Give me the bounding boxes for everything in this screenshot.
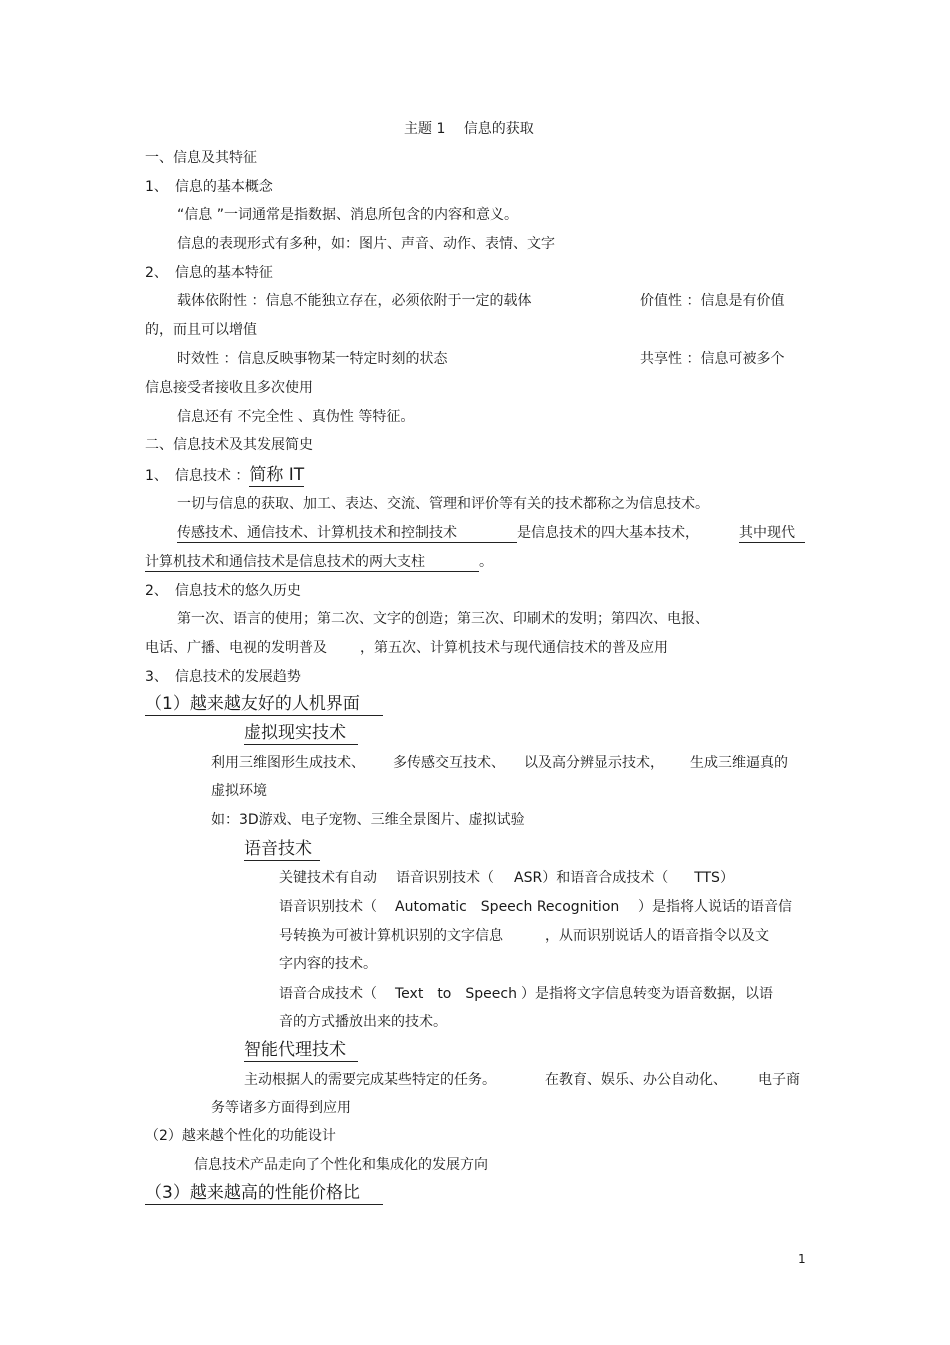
paragraph-concept-1: “信息 ”一词通常是指数据、消息所包含的内容和意义。 xyxy=(177,207,518,223)
feature-value-cont: 的，而且可以增值 xyxy=(145,322,257,338)
feature-sharing: 共享性 ：信息可被多个 xyxy=(640,351,785,367)
paragraph-concept-2: 信息的表现形式有多种，如：图片、声音、动作、表情、文字 xyxy=(177,236,555,252)
it-abbreviation: 简称 IT xyxy=(249,465,305,485)
paragraph-four-techs xyxy=(177,524,699,543)
speech-line-5: 语音合成技术（ Text to Speech ）是指将文字信息转变为语音数据，以语 xyxy=(279,986,773,1002)
four-techs-text: 是信息技术的四大基本技术， xyxy=(517,525,699,541)
feature-carrier: 载体依附性 ：信息不能独立存在，必须依附于一定的载体 xyxy=(177,293,532,309)
paragraph-it-definition: 一切与信息的获取、加工、表达、交流、管理和评价等有关的技术都称之为信息技术。 xyxy=(177,496,709,512)
vr-examples: 如：3D游戏、电子宠物、三维全景图片、虚拟试验 xyxy=(211,812,525,828)
agent-heading: 智能代理技术 xyxy=(244,1039,358,1062)
subsection-heading-1-2: 2、 信息的基本特征 xyxy=(145,265,273,281)
subsection-heading-2-1 xyxy=(145,464,304,486)
section-heading-1: 一、信息及其特征 xyxy=(145,150,257,166)
vr-line-2: 虚拟环境 xyxy=(211,783,267,799)
subsection-heading-1-1: 1、 信息的基本概念 xyxy=(145,179,273,195)
speech-line-3: 号转换为可被计算机识别的文字信息 ，从而识别说话人的语音指令以及文 xyxy=(279,928,769,944)
speech-line-2: 语音识别技术（ Automatic Speech Recognition ）是指将人说话的语音信 xyxy=(279,899,792,915)
trend-2-text: 信息技术产品走向了个性化和集成化的发展方向 xyxy=(194,1157,488,1173)
history-line-1: 第一次、语言的使用；第二次、文字的创造；第三次、印刷术的发明；第四次、电报、 xyxy=(177,611,709,627)
agent-line-1: 主动根据人的需要完成某些特定的任务。 在教育、娱乐、办公自动化、 电子商 xyxy=(244,1072,800,1088)
subsection-heading-2-3: 3、 信息技术的发展趋势 xyxy=(145,669,301,685)
feature-timeliness: 时效性 ：信息反映事物某一特定时刻的状态 xyxy=(177,351,448,367)
four-techs-underlined: 传感技术、通信技术、计算机技术和控制技术 xyxy=(177,524,517,543)
two-pillars-underlined: 计算机技术和通信技术是信息技术的两大支柱 xyxy=(145,553,479,572)
speech-line-4: 字内容的技术。 xyxy=(279,956,377,972)
feature-other: 信息还有 不完全性 、真伪性 等特征。 xyxy=(177,409,415,425)
it-label: 1、 信息技术 ： xyxy=(145,468,250,484)
speech-line-6: 音的方式播放出来的技术。 xyxy=(279,1014,447,1030)
paragraph-two-pillars: 计算机技术和通信技术是信息技术的两大支柱 。 xyxy=(145,554,493,570)
vr-heading: 虚拟现实技术 xyxy=(244,722,358,745)
vr-line-1: 利用三维图形生成技术、 多传感交互技术、 以及高分辨显示技术， 生成三维逼真的 xyxy=(211,755,788,771)
page-number: 1 xyxy=(798,1252,806,1266)
page-title: 主题 1 信息的获取 xyxy=(404,121,534,137)
paragraph-two-pillars-start: 其中现代 xyxy=(739,524,805,543)
history-line-2: 电话、广播、电视的发明普及 ，第五次、计算机技术与现代通信技术的普及应用 xyxy=(145,640,668,656)
feature-sharing-cont: 信息接受者接收且多次使用 xyxy=(145,380,313,396)
trend-2-heading: （2）越来越个性化的功能设计 xyxy=(145,1128,336,1144)
speech-line-1: 关键技术有自动 语音识别技术（ ASR）和语音合成技术（ TTS） xyxy=(279,870,734,886)
feature-value: 价值性 ：信息是有价值 xyxy=(640,293,785,309)
speech-heading: 语音技术 xyxy=(244,838,320,861)
trend-3-heading: （3）越来越高的性能价格比 xyxy=(145,1182,383,1205)
agent-line-2: 务等诸多方面得到应用 xyxy=(211,1100,351,1116)
subsection-heading-2-2: 2、 信息技术的悠久历史 xyxy=(145,583,301,599)
trend-1-heading: （1）越来越友好的人机界面 xyxy=(145,693,383,716)
section-heading-2: 二、信息技术及其发展简史 xyxy=(145,437,313,453)
